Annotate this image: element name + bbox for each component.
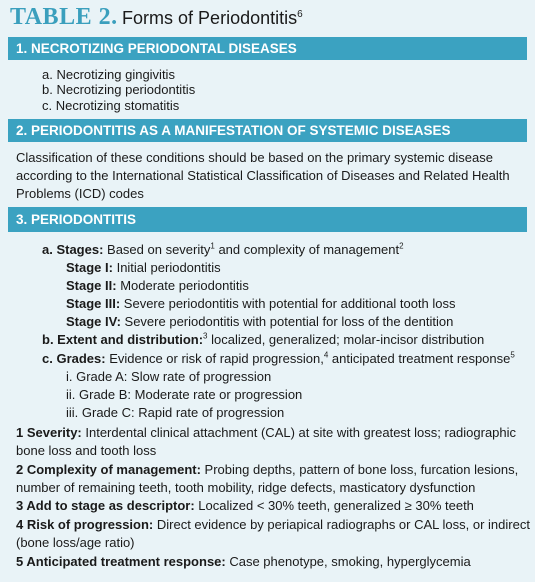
systemic-text-line: Classification of these conditions should be based on the primary systemic disease	[16, 150, 493, 165]
stage-item: Stage I: Initial periodontitis	[66, 260, 221, 275]
footnote-risk-cont: (bone loss/age ratio)	[16, 535, 135, 550]
footnote-risk: 4 Risk of progression: Direct evidence by periapical radiographs or CAL loss, or indirect	[16, 517, 530, 532]
footnote-severity: 1 Severity: Interdental clinical attachment (CAL) at site with greatest loss; radiographic	[16, 425, 517, 440]
section-header-periodontitis: 3. PERIODONTITIS	[8, 207, 527, 232]
extent-line: b. Extent and distribution:$^3$ localized, generalized; molar-incisor distribution	[42, 331, 485, 347]
section-header-necrotizing: 1. NECROTIZING PERIODONTAL DISEASES	[8, 37, 527, 60]
systemic-text-line: according to the International Statistical Classification of Diseases and Related Health	[16, 168, 510, 183]
section-header-systemic: 2. PERIODONTITIS AS A MANIFESTATION OF SYSTEMIC DISEASES	[8, 119, 527, 142]
grade-item: iii. Grade C: Rapid rate of progression	[66, 405, 285, 420]
stage-item: Stage IV: Severe periodontitis with potential for loss of the dentition	[66, 314, 454, 329]
stage-item: Stage II: Moderate periodontitis	[66, 278, 249, 293]
footnote-descriptor: 3 Add to stage as descriptor: Localized < 30% teeth, generalized ≥ 30% teeth	[16, 498, 474, 513]
necrotizing-item: c. Necrotizing stomatitis	[42, 98, 180, 113]
footnote-severity-cont: bone loss and tooth loss	[16, 443, 157, 458]
grade-item: i. Grade A: Slow rate of progression	[66, 369, 272, 384]
table-number: TABLE 2.	[10, 4, 118, 30]
table-caption: Forms of Periodontitis$^6$	[122, 8, 303, 28]
stages-line: a. Stages: Based on severity$^1$ and complexity of management$^2$	[42, 241, 404, 257]
title-footnote: 6	[297, 9, 303, 20]
stage-item: Stage III: Severe periodontitis with potential for additional tooth loss	[66, 296, 456, 311]
table-title	[10, 4, 303, 34]
necrotizing-item: a. Necrotizing gingivitis	[42, 67, 175, 82]
grade-item: ii. Grade B: Moderate rate or progression	[66, 387, 303, 402]
grades-line: c. Grades: Evidence or risk of rapid progression,$^4$ anticipated treatment response$^5$	[42, 350, 515, 366]
footnote-complexity: 2 Complexity of management: Probing depths, pattern of bone loss, furcation lesions,	[16, 462, 519, 477]
footnote-complexity-cont: number of remaining teeth, tooth mobility, ridge defects, masticatory dysfunction	[16, 480, 476, 495]
footnote-response: 5 Anticipated treatment response: Case phenotype, smoking, hyperglycemia	[16, 554, 471, 569]
systemic-text-line: Problems (ICD) codes	[16, 186, 144, 201]
necrotizing-item: b. Necrotizing periodontitis	[42, 82, 196, 97]
